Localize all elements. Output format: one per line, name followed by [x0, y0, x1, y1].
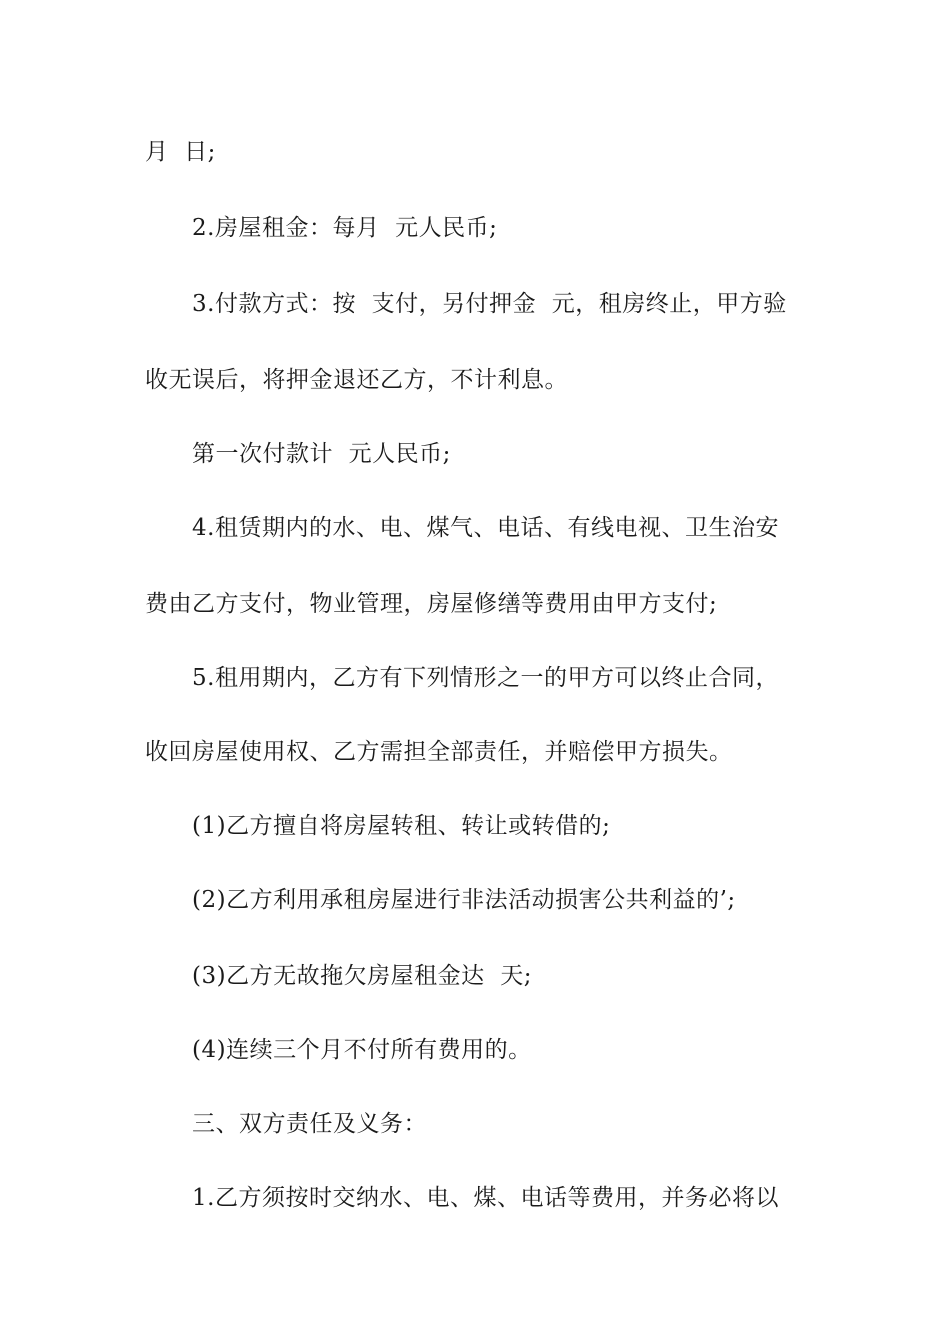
- text-line: 4.租赁期内的水、电、煤气、电话、有线电视、卫生治安: [192, 515, 779, 541]
- text-line: 第一次付款计 元人民币;: [192, 441, 451, 467]
- text-line: 费由乙方支付，物业管理，房屋修缮等费用由甲方支付;: [145, 591, 718, 617]
- text-line: (3)乙方无故拖欠房屋租金达 天;: [192, 963, 532, 989]
- section-heading: 三、双方责任及义务：: [192, 1111, 427, 1137]
- text-line: 2.房屋租金：每月 元人民币;: [192, 215, 498, 241]
- text-line: (4)连续三个月不付所有费用的。: [192, 1037, 532, 1063]
- text-line: 3.付款方式：按 支付，另付押金 元，租房终止，甲方验: [192, 291, 787, 317]
- text-line: 月 日;: [145, 139, 216, 165]
- text-line: 5.租用期内，乙方有下列情形之一的甲方可以终止合同，: [192, 665, 779, 691]
- text-line: (2)乙方利用承租房屋进行非法活动损害公共利益的’;: [192, 887, 736, 913]
- text-line: (1)乙方擅自将房屋转租、转让或转借的;: [192, 813, 611, 839]
- text-line: 收无误后，将押金退还乙方，不计利息。: [145, 367, 568, 393]
- text-line: 收回房屋使用权、乙方需担全部责任，并赔偿甲方损失。: [145, 739, 733, 765]
- text-line: 1.乙方须按时交纳水、电、煤、电话等费用，并务必将以: [192, 1185, 779, 1211]
